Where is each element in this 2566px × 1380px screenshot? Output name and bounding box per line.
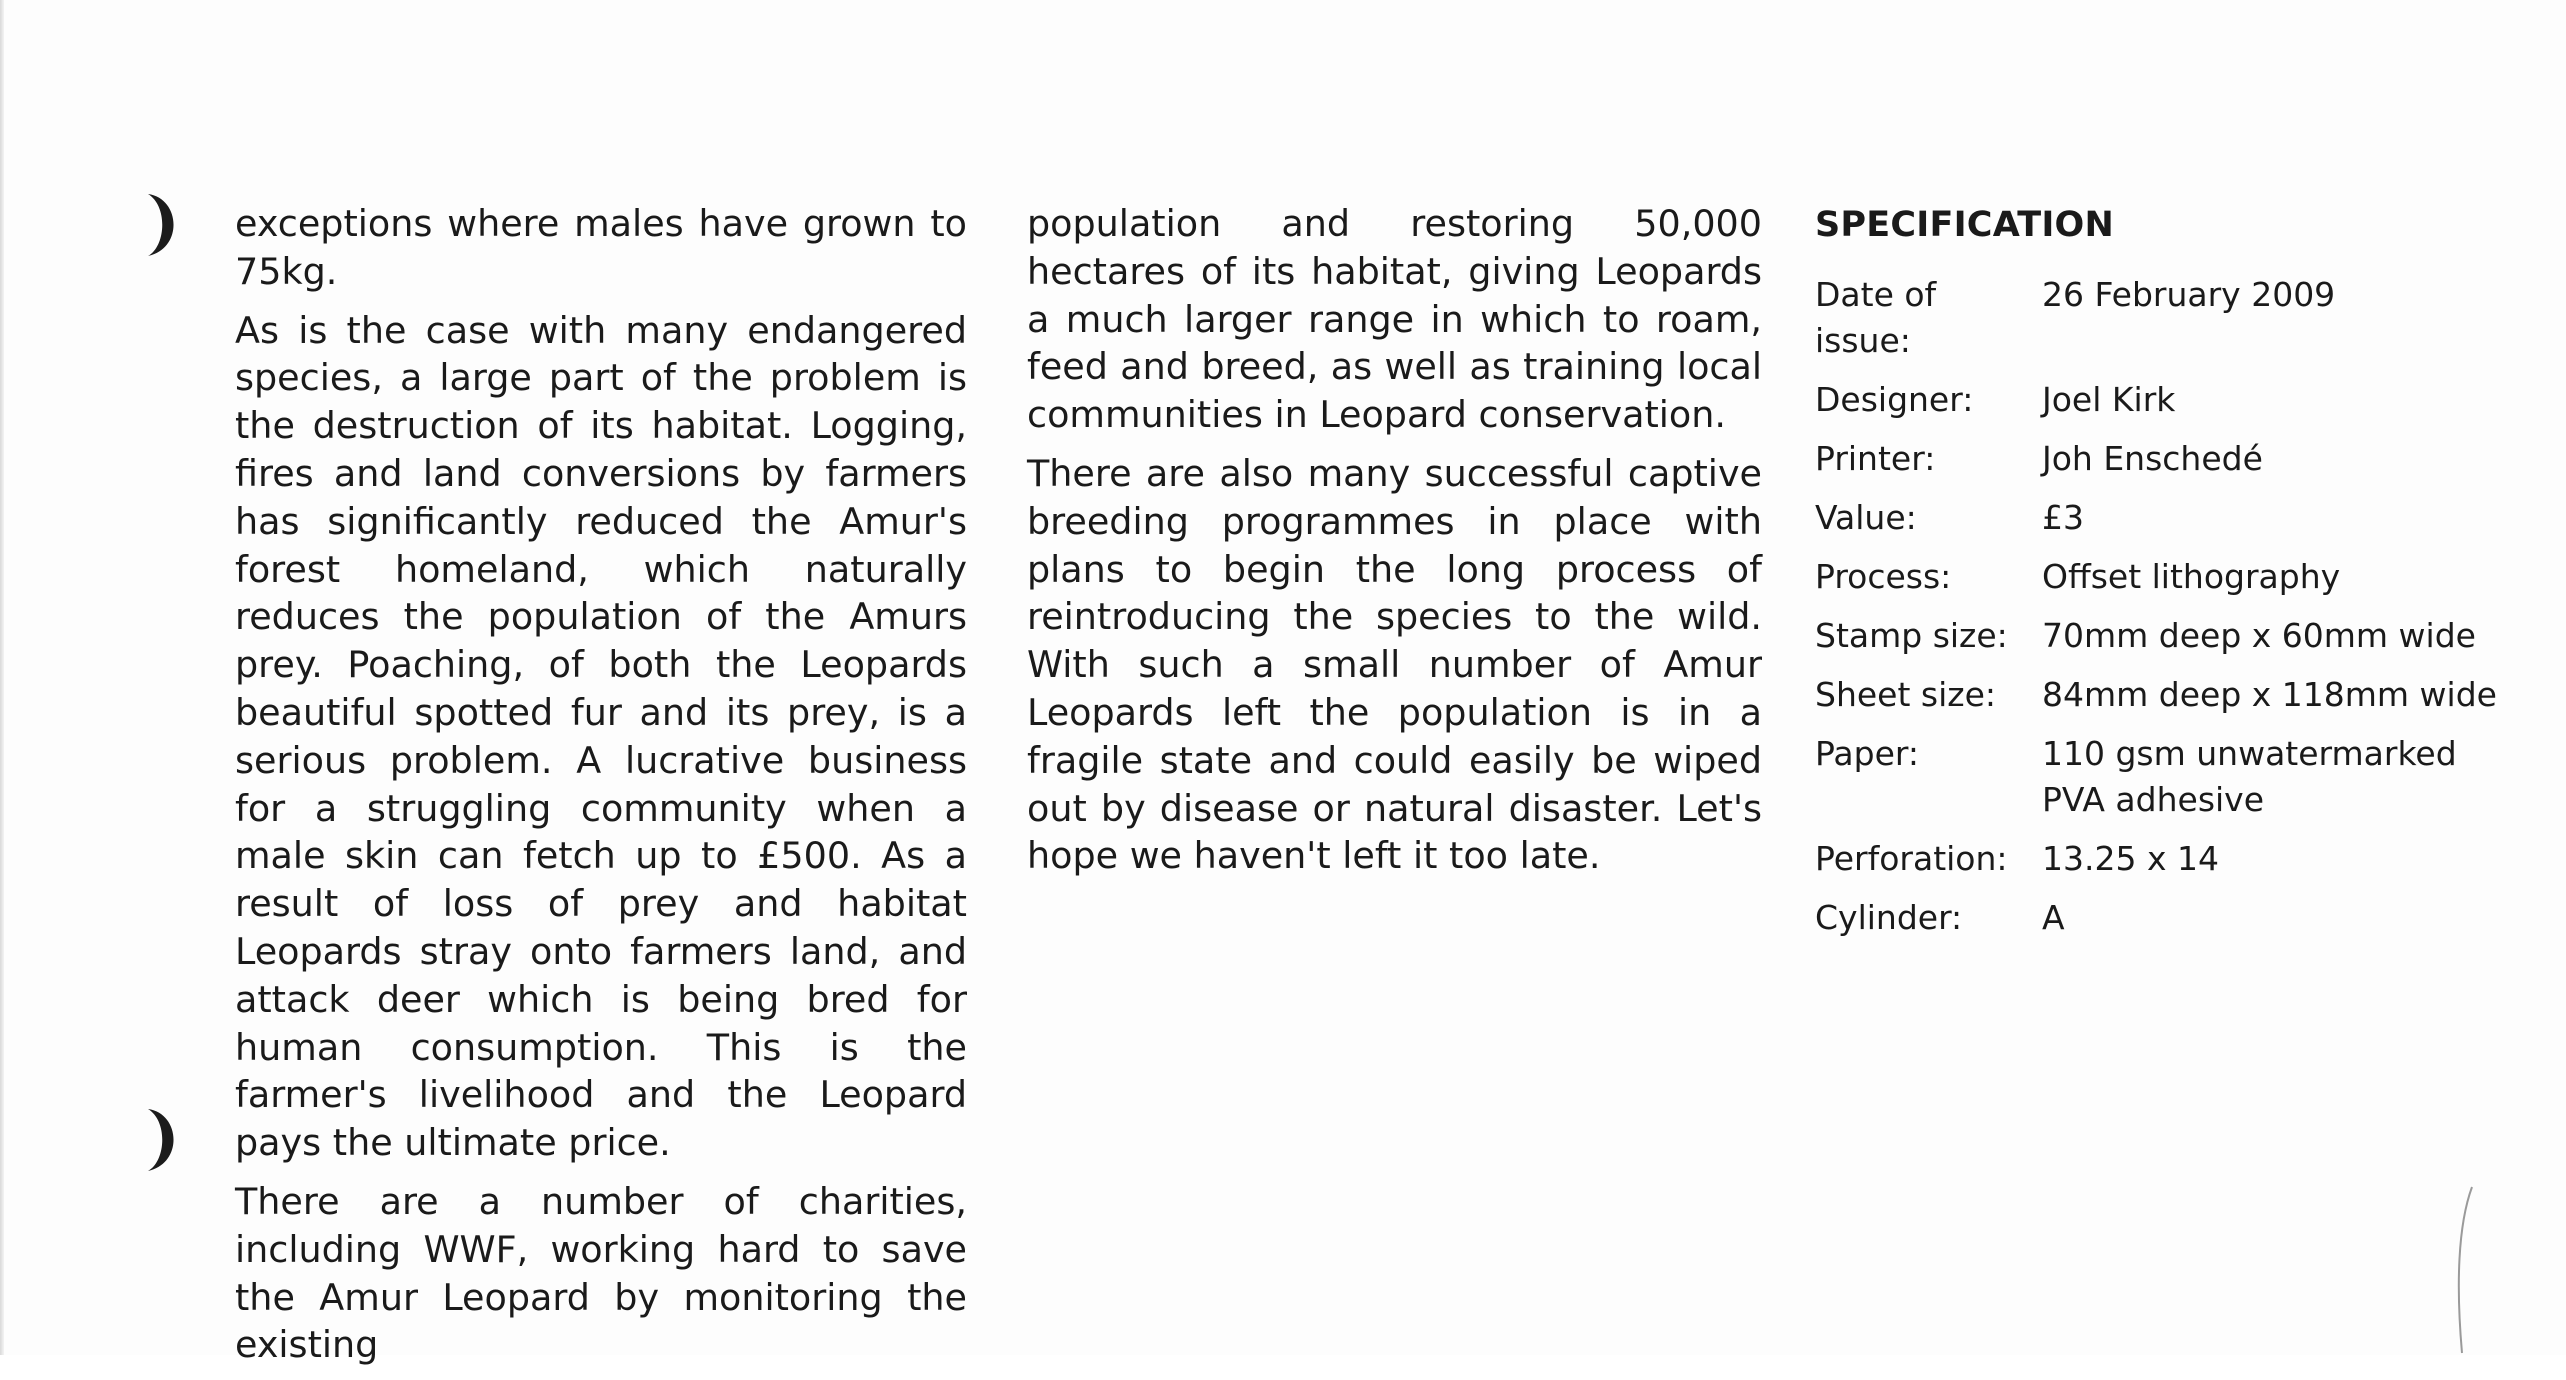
paragraph: exceptions where males have grown to 75kg. [235,202,967,293]
spec-row-perforation [1815,836,2515,882]
spec-value-line: PVA adhesive [2042,780,2265,819]
spec-row-paper [1815,731,2515,823]
paragraph: There are a number of charities, including WWF, working hard to save the Amur Leopard by monitoring the existing [235,1179,967,1367]
spec-value [2042,731,2515,823]
spec-label: Date of issue: [1815,275,1937,360]
spec-label: Process: [1815,557,1952,596]
page-edge-shadow [0,0,4,1355]
spec-value: 13.25 x 14 [2042,839,2219,878]
spec-label: Printer: [1815,439,1936,478]
spec-value: Offset lithography [2042,557,2341,596]
spec-label: Perforation: [1815,839,2008,878]
specification-heading: SPECIFICATION [1815,205,2115,245]
spec-label: Paper: [1815,734,1919,773]
spec-label: Value: [1815,498,1917,537]
spec-row-stamp-size [1815,613,2515,659]
spec-value: 26 February 2009 [2042,275,2336,314]
binder-hole-mark-bottom [140,1105,190,1175]
paragraph: As is the case with many endangered species, a large part of the problem is the destruction of its habitat. Logging, fires and land conversions by farmers has significantly reduced the Amur's forest homeland, which naturally reduces the population of the Amurs prey. Poaching, of both the Leopards beautiful spotted fur and its prey, is a serious problem. A lucrative business for a struggling community when a male skin can fetch up to £500. As a result of loss of prey and habitat Leopards stray onto farmers land, and attack deer which is being bred for human consumption. This is the farmer's livelihood and the Leopard pays the ultimate price. [235,308,967,1165]
spec-row-process [1815,554,2515,600]
spec-label: Cylinder: [1815,898,1963,937]
spec-row-cylinder [1815,895,2515,941]
spec-value-line: 110 gsm unwatermarked [2042,734,2457,773]
spec-label: Sheet size: [1815,675,1997,714]
spec-value: A [2042,898,2065,937]
spec-value: 84mm deep x 118mm wide [2042,675,2497,714]
spec-value: Joel Kirk [2042,380,2176,419]
spec-row-date-of-issue [1815,272,2515,364]
page-curl-mark [2448,1185,2478,1355]
text-column-middle [1027,200,1762,891]
paragraph: There are also many successful captive breeding programmes in place with plans to begin the long process of reintroducing the species to the wild. With such a small number of Amur Leopards left the population is in a fragile state and could easily be wiped out by disease or natural disaster. Let's hope we haven't left it too late. [1027,451,1762,878]
spec-row-sheet-size [1815,672,2515,718]
spec-label: Designer: [1815,380,1974,419]
text-column-left [235,200,967,1380]
spec-row-designer [1815,377,2515,423]
paragraph: population and restoring 50,000 hectares of its habitat, giving Leopards a much larger range in which to roam, feed and breed, as well as training local communities in Leopard conservation. [1027,202,1762,437]
specification-panel [1815,202,2515,954]
binder-hole-mark-top [140,190,190,260]
spec-value: £3 [2042,498,2084,537]
spec-value: 70mm deep x 60mm wide [2042,616,2476,655]
spec-label: Stamp size: [1815,616,2008,655]
spec-row-printer [1815,436,2515,482]
spec-value: Joh Enschedé [2042,439,2263,478]
spec-row-value [1815,495,2515,541]
